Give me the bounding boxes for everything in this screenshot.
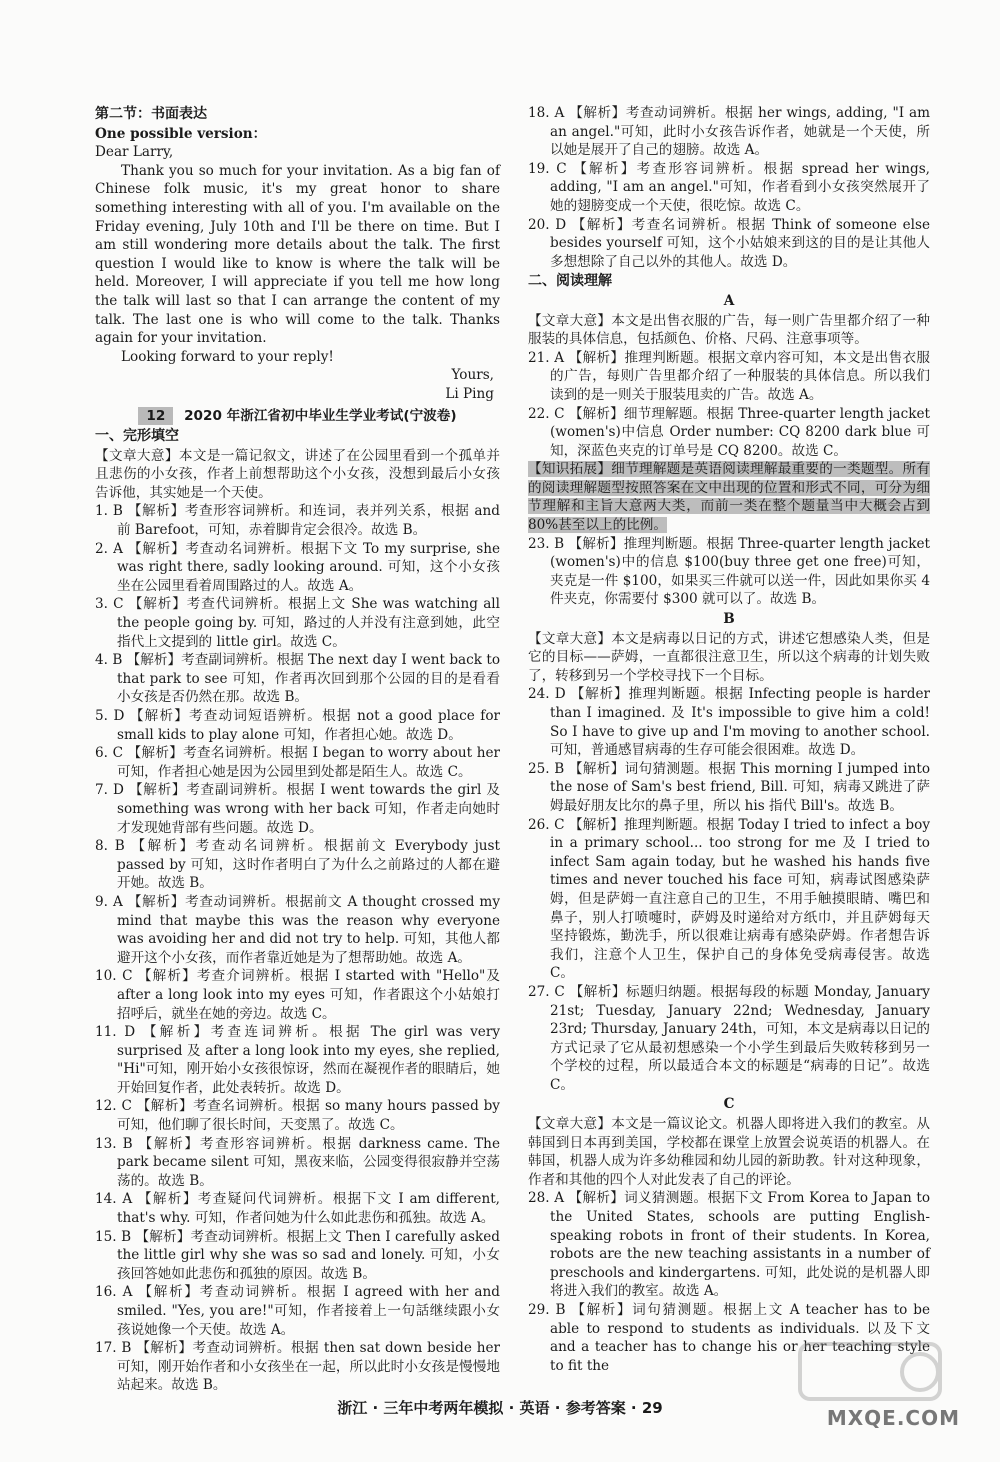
answer-item: 2. A 【解析】考查动名词辨析。根据下文 To my surprise, she was right there, sadly looking around. 可知，这个小女孩坐在公园里看着周围路过的人。故选 A。 [95,540,500,594]
salutation: Dear Larry, [95,144,174,161]
answer-item: 18. A 【解析】考查动词辨析。根据 her wings, adding, "I am an angel."可知，此时小女孩告诉作者，她就是一个天使，所以她是展开了自己的翅膀。故选 A。 [528,105,930,159]
letter-closing: Yours, [451,367,494,384]
passage-a-summary: 【文章大意】本文是出售衣服的广告，每一则广告里都介绍了一种服装的具体信息，包括颜色、价格、尺码、注意事项等。 [528,312,930,348]
answer-item: 22. C 【解析】细节理解题。根据 Three-quarter length jacket (women's)中信息 Order number: CQ 8200 dark blue 可知，深蓝色夹克的订单号是 CQ 8200。故选 C。 [528,405,930,459]
passage-c-summary: 【文章大意】本文是一篇议论文。机器人即将进入我们的教室。从韩国到日本再到美国，学校都在课堂上放置会说英语的机器人。在韩国，机器人成为许多幼稚园和幼儿园的新助教。针对这种现象，作者和其他的四个人对此发表了自己的评论。 [528,1116,930,1188]
section-cloze: 一、完形填空 [95,428,179,445]
passage-label-b: B [723,611,735,628]
cloze-summary: 【文章大意】本文是一篇记叙文，讲述了在公园里看到一个孤单并且悲伤的小女孩，作者上前想帮助这个小女孩，没想到最后小女孩告诉他，其实她是一个天使。 [95,447,500,501]
writing-heading: 第二节：书面表达 [95,106,207,122]
answer-item: 17. B 【解析】考查动词辨析。根据 then sat down beside her 可知，刚开始作者和小女孩坐在一起，所以此时小女孩是慢慢地站起来。故选 B。 [95,1340,500,1394]
answer-item: 5. D 【解析】考查动词短语辨析。根据 not a good place for small kids to play alone 可知，作者担心她。故选 D。 [95,708,500,743]
left-column [95,104,500,1395]
exam-title: 2020 年浙江省初中毕业生学业考试(宁波卷) [184,407,457,424]
possible-version-label: One possible version： [95,125,267,142]
right-column [528,104,930,1375]
passage-label-c: C [723,1096,735,1113]
passage-b-summary: 【文章大意】本文是病毒以日记的方式，讲述它想感染人类，但是它的目标——萨姆，一直都很注意卫生，所以这个病毒的计划失败了，转移到另一个学校寻找下一个目标。 [528,630,930,684]
letter-signature: Li Ping [445,385,494,402]
answer-item: 9. A 【解析】考查动词辨析。根据前文 A thought crossed my mind that maybe this was the reason why everyone was avoiding her and did not try to help. 可知，其他人都避开这个小女孩，而作者靠近她是为了想帮助她。故选 A。 [95,893,500,966]
exam-heading [95,407,500,426]
answer-item: 26. C 【解析】推理判断题。根据 Today I tried to infect a boy in a primary school... too strong for me 及 I tried to infect Sam again today, but he washed his hands five times and never touched his face 可知，病毒试图感染萨姆，但是萨姆一直注意自己的卫生，不用手触摸眼睛、嘴巴和鼻子，别人打喷嚏时，萨姆及时递给对方纸巾，并且萨姆每天坚持锻炼，勤洗手，所以很难让病毒有感染萨姆。作者想告诉我们，注意个人卫生，保护自己的身体免受病毒侵害。故选 C。 [528,816,930,982]
answer-item: 16. A 【解析】考查动词辨析。根据 I agreed with her and smiled. "Yes, you are!"可知，作者接着上一句話继续跟小女孩说她像一个天使。故选 A。 [95,1284,500,1338]
letter-paragraph-2: Looking forward to your reply! [121,348,334,365]
answer-item: 11. D 【解析】考查连词辨析。根据 The girl was very surprised 及 after a long look into my eyes, she replied, "Hi"可知，刚开始小女孩很惊讶，然而在凝视作者的眼睛后，她开始回复作者，此处表转折。故选 D。 [95,1024,500,1096]
knowledge-tip-text: 【知识拓展】细节理解题是英语阅读理解最重要的一类题型。所有的阅读理解题型按照答案在文中出现的位置和形式不同，可分为细节理解和主旨大意两大类，而前一类在整个题量当中大概会占到 80%甚至以上的比例。 [528,461,930,534]
watermark-text: MXQE.COM [826,1406,960,1430]
letter-paragraph-1: Thank you so much for your invitation. As a big fan of Chinese folk music, it's my great honor to share something interesting with all of you. I'm available on the Friday evening, July 10th and I'll be there on time. But I am still wondering more details about the talk. The first question I would like to know is where the talk will be held. Moreover, I will appreciate if you tell me how long the talk will last so that I can arrange the content of my talk. The last one is who will come to the talk. Thanks again for your invitation. [95,162,500,347]
answer-item: 20. D 【解析】考查名词辨析。根据 Think of someone else besides yourself 可知，这个小姑娘来到这的目的是让其他人多想想除了自己以外的其他人。故选 D。 [528,216,930,270]
page-footer: 浙江 · 三年中考两年模拟 · 英语 · 参考答案 · 29 [337,1399,663,1417]
answer-item: 14. A 【解析】考查疑问代词辨析。根据下文 I am different, that's why. 可知，作者问她为什么如此悲伤和孤独。故选 A。 [95,1191,500,1227]
answer-item: 6. C 【解析】考查名词辨析。根据 I began to worry about her 可知，作者担心她是因为公园里到处都是陌生人。故选 C。 [95,745,500,780]
section-reading: 二、阅读理解 [528,273,612,290]
answer-item: 25. B 【解析】词句猜测题。根据 This morning I jumped into the nose of Sam's best friend, Bill. 可知，病毒又跳进了萨姆最好朋友比尔的鼻子里，所以 his 指代 Bill's。故选 B。 [528,760,930,814]
answer-item: 8. B 【解析】考查动名词辨析。根据前文 Everybody just passed by 可知，这时作者明白了为什么之前路过的人都在避开她。故选 B。 [95,838,500,892]
answer-item: 10. C 【解析】考查介词辨析。根据 I started with "Hello"及 after a long look into my eyes 可知，作者跟这个小姑娘打招呼后，就坐在她的旁边。故选 C。 [95,968,500,1022]
answer-item: 3. C 【解析】考查代词辨析。根据上文 She was watching all the people going by. 可知，路过的人并没有注意到她，此空指代上文提到的 little girl。故选 C。 [95,596,500,650]
passage-label-a: A [723,292,735,309]
answer-item: 19. C 【解析】考查形容词辨析。根据 spread her wings, adding, "I am an angel."可知，作者看到小女孩突然展开了她的翅膀变成一个天使，很吃惊。故选 C。 [528,160,930,214]
answer-item: 28. A 【解析】词义猜测题。根据下文 From Korea to Japan to the United States, schools are putting English-speaking robots in front of their students. In Korea, robots are the new teaching assistants in a number of preschools and kindergartens. 可知，此处说的是机器人即将进入我们的教室。故选 A。 [528,1190,930,1300]
answer-item: 12. C 【解析】考查名词辨析。根据 so many hours passed by 可知，他们聊了很长时间，天变黑了。故选 C。 [95,1098,500,1134]
answer-item: 13. B 【解析】考查形容词辨析。根据 darkness came. The park became silent 可知，黑夜来临，公园变得很寂静并空荡荡的。故选 B。 [95,1135,500,1189]
answer-item: 21. A 【解析】推理判断题。根据文章内容可知，本文是出售衣服的广告，每则广告里都介绍了一种服装的具体信息。所以我们读到的是一则关于服装甩卖的广告。故选 A。 [528,349,930,403]
knowledge-tip [528,460,930,534]
answer-item: 24. D 【解析】推理判断题。根据 Infecting people is harder than I imagined. 及 It's impossible to give him a cold! So I have to give up and I'm moving to another school. 可知，普通感冒病毒的生存可能会很困难。故选 D。 [528,686,930,759]
answer-item: 29. B 【解析】词句猜测题。根据上文 A teacher has to be able to respond to students as individuals. 以及下文 and a teacher has to change his or her teaching style to fit the [528,1302,930,1374]
answer-item: 27. C 【解析】标题归纳题。根据每段的标题 Monday, January 21st; Tuesday, January 22nd; Wednesday, January 23rd; Thursday, January 24th，可知，本文是病毒以日记的方式记录了它从最初想感染一个小学生到最后失败转移到另一个学校的过程，所以最适合本文的标题是“病毒的日记”。故选 C。 [528,983,930,1093]
answer-item: 4. B 【解析】考查副词辨析。根据 The next day I went back to that park to see 可知，作者再次回到那个公园的目的是看看小女孩是否仍然在那。故选 B。 [95,652,500,706]
exam-number-badge: 12 [138,407,173,426]
answer-item: 23. B 【解析】推理判断题。根据 Three-quarter length jacket (women's)中的信息 $100(buy three get one free)可知，夹克是一件 $100，如果买三件就可以送一件，因此如果你买 4 件夹克，你需要付 $300 就可以了。故选 B。 [528,535,930,608]
answer-item: 15. B 【解析】考查动词辨析。根据上文 Then I carefully asked the little girl why she was so sad and lonely. 可知，小女孩回答她如此悲伤和孤独的原因。故选 B。 [95,1228,500,1282]
answer-item: 7. D 【解析】考查副词辨析。根据 I went towards the girl 及 something was wrong with her back 可知，作者走向她时才发现她背部有些问题。故选 D。 [95,782,500,836]
answer-item: 1. B 【解析】考查形容词辨析。和连词，表并列关系，根据 and 前 Barefoot，可知，赤着脚肯定会很冷。故选 B。 [95,503,500,539]
